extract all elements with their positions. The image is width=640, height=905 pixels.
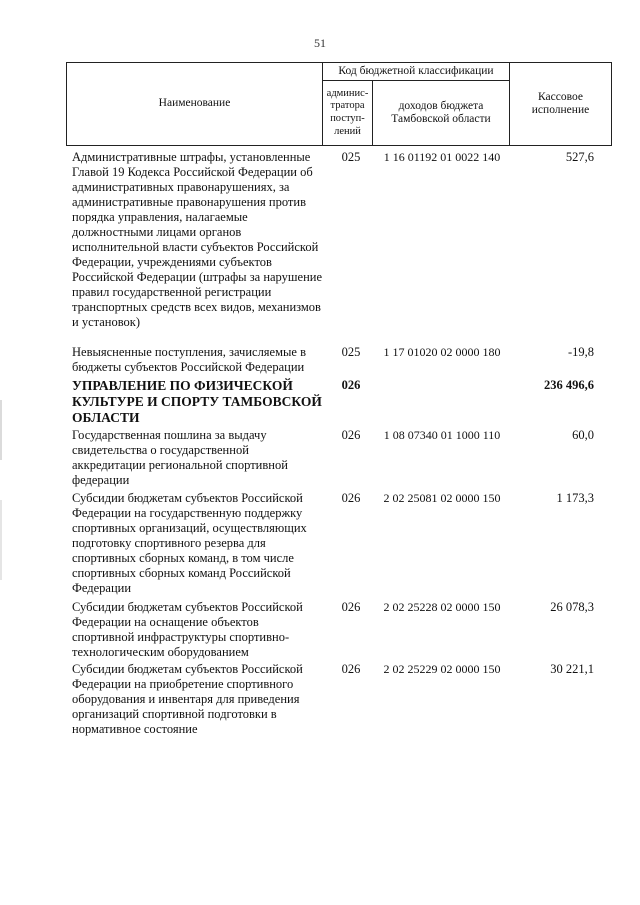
row-income-code: 1 17 01020 02 0000 180 — [383, 345, 501, 359]
row-name: Субсидии бюджетам субъектов Российской Федерации на приобретение спортивного оборудования и инвентаря для приведения организаций спортивной подготовки в нормативное состояние — [72, 662, 303, 736]
row-admin-code: 026 — [341, 662, 361, 676]
table-header — [66, 62, 612, 146]
scan-margin-mark — [0, 500, 2, 580]
row-name: Субсидии бюджетам субъектов Российской Федерации на оснащение объектов спортивной инфраструктуры спортивно-технологическим оборудованием — [72, 600, 303, 659]
row-income-code: 2 02 25081 02 0000 150 — [383, 491, 501, 505]
row-amount: 60,0 — [572, 428, 594, 442]
header-exec: Кассовое исполнение — [531, 90, 590, 116]
row-amount: -19,8 — [567, 345, 594, 359]
page-number: 51 — [314, 36, 326, 50]
header-name: Наименование — [67, 63, 323, 145]
row-name: Административные штрафы, установленные Главой 19 Кодекса Российской Федерации об административных правонарушениях, за административные правонарушения против порядка управления, налагаемые должностными лицами органов исполнительной власти субъектов Российской Федерации, учреждениями субъектов Российской Федерации (штрафы за нарушение правил государственной регистрации транспортных средств всех видов, механизмов и установок) — [72, 150, 322, 329]
row-admin-code: 026 — [341, 378, 361, 392]
row-admin-code: 026 — [341, 600, 361, 614]
row-amount: 527,6 — [565, 150, 594, 164]
row-income-code: 1 08 07340 01 1000 110 — [383, 428, 501, 442]
row-name: Субсидии бюджетам субъектов Российской Федерации на государственную поддержку спортивных организаций, осуществляющих подготовку спортивного резерва для спортивных сборных команд, в том числе спортивных сборных команд Российской Федерации — [72, 491, 307, 595]
row-name: Государственная пошлина за выдачу свидетельства о государственной аккредитации региональной спортивной федерации — [72, 428, 288, 487]
row-income-code: 2 02 25229 02 0000 150 — [383, 662, 501, 676]
row-admin-code: 025 — [341, 150, 361, 164]
row-amount: 1 173,3 — [556, 491, 594, 505]
row-amount: 26 078,3 — [550, 600, 594, 614]
row-admin-code: 025 — [341, 345, 361, 359]
header-income: доходов бюджета Тамбовской области — [373, 81, 510, 145]
row-name: Невыясненные поступления, зачисляемые в бюджеты субъектов Российской Федерации — [72, 345, 306, 374]
header-admin: админис-тратора поступ-лений — [323, 81, 373, 145]
row-income-code: 1 16 01192 01 0022 140 — [383, 150, 501, 164]
row-admin-code: 026 — [341, 428, 361, 442]
row-admin-code: 026 — [341, 491, 361, 505]
row-amount: 30 221,1 — [550, 662, 594, 676]
row-income-code: 2 02 25228 02 0000 150 — [383, 600, 501, 614]
section-title: УПРАВЛЕНИЕ ПО ФИЗИЧЕСКОЙ КУЛЬТУРЕ И СПОРТУ ТАМБОВСКОЙ ОБЛАСТИ — [72, 378, 322, 425]
scan-margin-mark — [0, 400, 2, 460]
header-code-group: Код бюджетной классификации — [323, 63, 510, 81]
row-amount: 236 496,6 — [544, 378, 594, 392]
